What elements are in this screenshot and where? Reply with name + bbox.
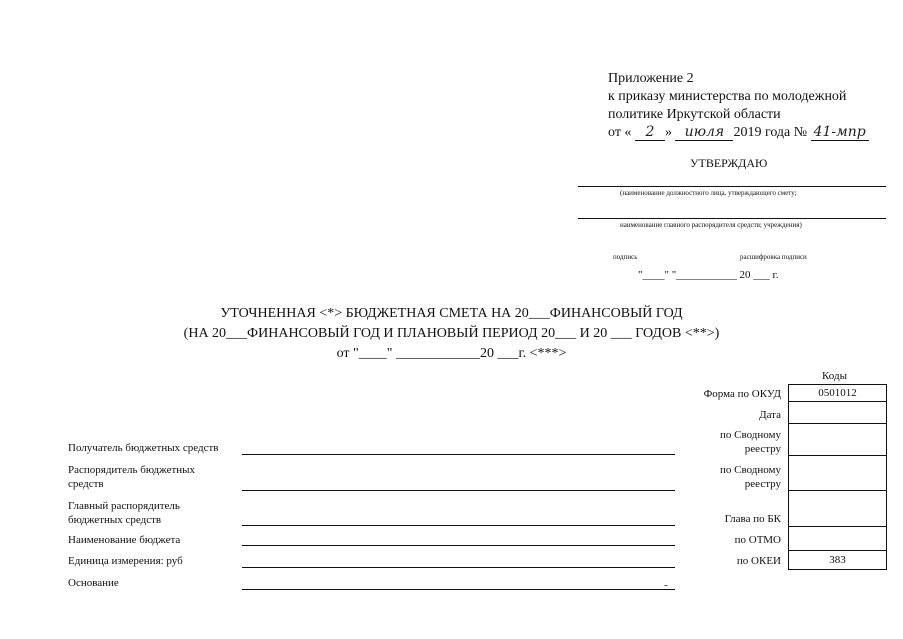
chapter-cell <box>788 490 887 527</box>
decoding-caption: расшифровка подписи <box>740 253 807 261</box>
date-label: Дата <box>759 409 781 421</box>
chief-line <box>242 525 675 526</box>
chief-label-2: бюджетных средств <box>68 514 162 526</box>
manager-label-2: средств <box>68 478 104 490</box>
official-line <box>578 186 886 187</box>
registry2-label-1: по Сводному <box>719 464 781 476</box>
manager-field-line <box>242 490 675 491</box>
official-caption: (наименование должностного лица, утверждающего смету; <box>620 189 797 197</box>
okud-value-cell: 0501012 <box>788 384 887 402</box>
manager-label-1: Распорядитель бюджетных <box>68 464 196 476</box>
registry2-cell <box>788 455 887 491</box>
manager-line <box>578 218 886 219</box>
basis-line <box>242 589 675 590</box>
appendix-ministry-line: политике Иркутской области <box>608 107 781 122</box>
chapter-label: Глава по БК <box>724 513 781 525</box>
unit-label: Единица измерения: руб <box>68 555 183 567</box>
appendix-order-line: к приказу министерства по молодежной <box>608 89 847 104</box>
budget-name-label: Наименование бюджета <box>68 534 181 546</box>
registry1-label-2: реестру <box>744 443 781 455</box>
codes-header: Коды <box>822 370 847 382</box>
title-date-line: от "____" ____________20 ___г. <***> <box>336 346 567 361</box>
registry2-label-2: реестру <box>744 478 781 490</box>
date-year: 2019 года № <box>733 125 808 140</box>
manager-caption: наименование главного распорядителя средств; учреждения) <box>620 221 802 229</box>
unit-line <box>242 567 675 568</box>
signature-caption: подпись <box>613 253 638 261</box>
page-title: УТОЧНЕННАЯ <*> БЮДЖЕТНАЯ СМЕТА НА 20___ФИНАНСОВЫЙ ГОД <box>220 306 683 321</box>
appendix-block <box>608 70 869 142</box>
okud-label: Форма по ОКУД <box>703 388 781 400</box>
handwritten-day: 2 <box>635 125 665 141</box>
basis-label: Основание <box>68 577 119 589</box>
chief-label-1: Главный распорядитель <box>68 500 180 512</box>
registry1-label-1: по Сводному <box>719 429 781 441</box>
approve-date-line: "____" "___________ 20 ___ г. <box>638 269 779 281</box>
handwritten-number: 41-мпр <box>811 125 869 141</box>
oktmo-label: по ОТМО <box>734 534 781 546</box>
approve-title: УТВЕРЖДАЮ <box>690 156 768 170</box>
budget-name-line <box>242 545 675 546</box>
registry1-cell <box>788 423 887 456</box>
appendix-date-line <box>608 124 869 142</box>
page-subtitle: (НА 20___ФИНАНСОВЫЙ ГОД И ПЛАНОВЫЙ ПЕРИОД 20___ И 20 ___ ГОДОВ <**>) <box>183 326 720 341</box>
recipient-line <box>242 454 675 455</box>
date-mid: » <box>664 125 672 140</box>
oktmo-cell <box>788 526 887 551</box>
date-prefix: от « <box>608 125 632 140</box>
basis-mark: - <box>664 579 668 591</box>
recipient-label: Получатель бюджетных средств <box>68 442 219 454</box>
okei-label: по ОКЕИ <box>736 555 781 567</box>
date-cell <box>788 401 887 424</box>
appendix-title: Приложение 2 <box>608 71 694 86</box>
okei-value-cell: 383 <box>788 550 887 570</box>
handwritten-month: июля <box>675 125 733 141</box>
